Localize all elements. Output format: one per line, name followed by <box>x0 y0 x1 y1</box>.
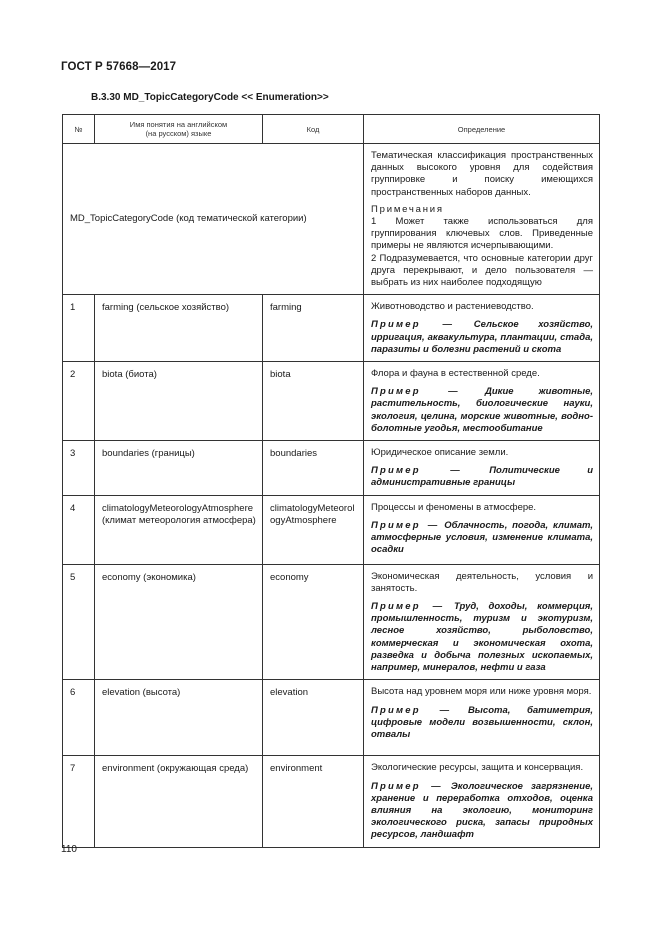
example-label: Пример — <box>371 465 462 477</box>
example <box>371 781 593 842</box>
example-label: Пример — <box>371 319 455 331</box>
example-label: Пример — <box>371 386 460 398</box>
table-row <box>63 441 600 496</box>
definition-text: Экологические ресурсы, защита и консервация. <box>371 762 584 774</box>
definition-text: Экономическая деятельность, условия и занятость. <box>371 570 593 594</box>
example-text: Сельское хозяйство, ирригация, аквакультура, плантации, стада, паразиты и болезни растений и скота <box>371 319 594 355</box>
row-name: biota (биота) <box>95 362 263 441</box>
example <box>371 520 593 557</box>
row-name: boundaries (границы) <box>95 441 263 496</box>
row-code: farming <box>263 295 364 362</box>
note-1: 1 Может также использоваться для группирования ключевых слов. Приведенные примеры не являются исчерпывающими. <box>371 216 593 252</box>
row-number: 4 <box>63 495 95 564</box>
table-row <box>63 564 600 680</box>
note-2: 2 Подразумевается, что основные категории друг друга перекрывают, и дело пользователя — выбрать из них наиболее подходящую <box>371 252 593 289</box>
row-number: 5 <box>63 564 95 680</box>
table-row <box>63 295 600 362</box>
table-row <box>63 362 600 441</box>
definition-text: Флора и фауна в естественной среде. <box>371 368 540 380</box>
header-definition: Определение <box>364 115 600 144</box>
category-row <box>63 144 600 295</box>
enumeration-table <box>62 114 600 848</box>
row-name: environment (окружающая среда) <box>95 756 263 847</box>
row-definition <box>364 756 600 847</box>
category-definition <box>364 144 600 295</box>
example-text: Политические и административные границы <box>371 465 594 489</box>
document-code: ГОСТ Р 57668—2017 <box>61 61 177 73</box>
row-definition <box>364 362 600 441</box>
row-number: 3 <box>63 441 95 496</box>
example-text: Труд, доходы, коммерция, промышленность, туризм и экотуризм, лесное хозяйство, рыболовство, коммерческая и экономическая охота, разведка и добыча полезных ископаемых, например, минералов, нефти и газа <box>371 601 594 674</box>
table-row <box>63 680 600 756</box>
row-code: environment <box>263 756 364 847</box>
row-number: 2 <box>63 362 95 441</box>
row-definition <box>364 441 600 496</box>
row-code: boundaries <box>263 441 364 496</box>
row-definition <box>364 564 600 680</box>
row-code: economy <box>263 564 364 680</box>
category-name: MD_TopicCategoryCode (код тематической категории) <box>63 144 364 295</box>
example-text: Дикие животные, растительность, биологические науки, экология, целина, морские животные, водно-болотные угодья, местообитание <box>371 386 594 434</box>
row-code: climatologyMeteorologyAtmosphere <box>263 495 364 564</box>
note-label: Примечания <box>371 203 444 215</box>
row-definition <box>364 495 600 564</box>
row-number: 6 <box>63 680 95 756</box>
row-number: 1 <box>63 295 95 362</box>
table-row <box>63 756 600 847</box>
header-num: № <box>63 115 95 144</box>
header-code: Код <box>263 115 364 144</box>
definition-text: Животноводство и растениеводство. <box>371 301 534 313</box>
example-text: Высота, батиметрия, цифровые модели возвышенности, склон, отвалы <box>371 704 594 740</box>
page-number: 110 <box>61 844 77 855</box>
table-header-row <box>63 115 600 144</box>
row-number: 7 <box>63 756 95 847</box>
example <box>371 465 593 489</box>
example-label: Пример — <box>371 704 452 716</box>
header-name: Имя понятия на английском (на русском) языке <box>95 115 263 144</box>
example-label: Пример — <box>371 519 440 531</box>
row-name: elevation (высота) <box>95 680 263 756</box>
row-name: climatologyMeteorologyAtmosphere (климат метеорология атмосфера) <box>95 495 263 564</box>
table-row <box>63 495 600 564</box>
row-name: economy (экономика) <box>95 564 263 680</box>
row-definition <box>364 295 600 362</box>
row-code: biota <box>263 362 364 441</box>
example-label: Пример — <box>371 780 443 792</box>
example-text: Облачность, погода, климат, атмосферные условия, изменение климата, осадки <box>371 519 594 556</box>
example <box>371 601 593 674</box>
definition-text: Юридическое описание земли. <box>371 447 509 459</box>
section-title: В.3.30 MD_TopicCategoryCode << Enumeration>> <box>91 92 329 103</box>
category-definition-text: Тематическая классификация пространственных данных высокого уровня для содействия группировке и поиску имеющихся пространственных наборов данных. <box>371 150 593 198</box>
definition-text: Процессы и феномены в атмосфере. <box>371 501 537 513</box>
example <box>371 705 593 742</box>
example <box>371 319 593 356</box>
example-label: Пример — <box>371 601 445 613</box>
row-code: elevation <box>263 680 364 756</box>
row-name: farming (сельское хозяйство) <box>95 295 263 362</box>
example <box>371 386 593 435</box>
row-definition <box>364 680 600 756</box>
definition-text: Высота над уровнем моря или ниже уровня моря. <box>371 686 592 698</box>
example-text: Экологическое загрязнение, хранение и переработка отходов, оценка влияния на экологию, мониторинг экологического риска, запасы природных ресурсов, ландшафт <box>371 780 593 841</box>
